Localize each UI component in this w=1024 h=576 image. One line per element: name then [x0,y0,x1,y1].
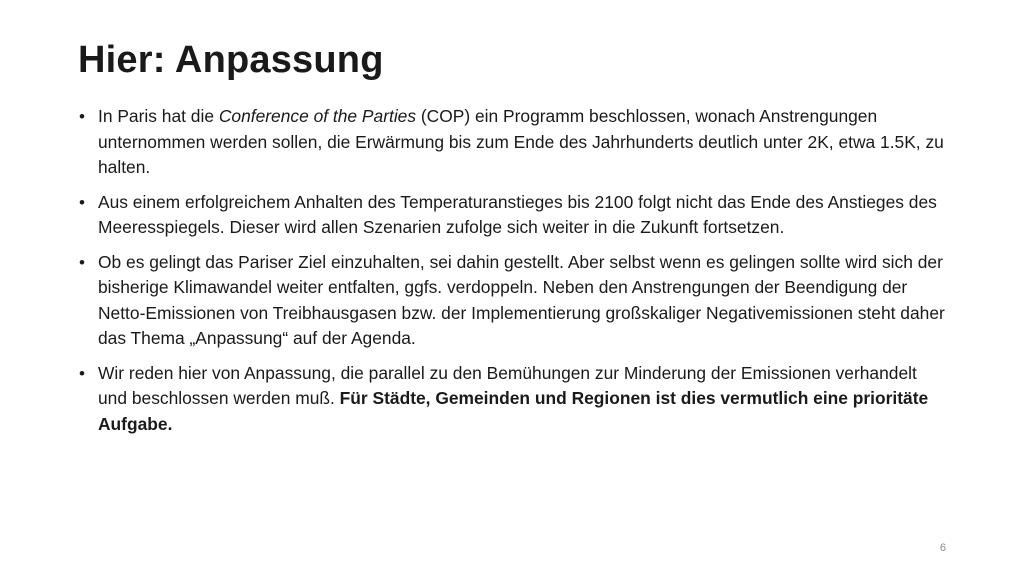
bullet-italic-text: Conference of the Parties [218,106,417,126]
bullet-text: (COP) ein Programm beschlossen, wonach Anstrengungen unternommen werden sollen, die Erwärmung bis zum Ende des Jahrhunderts deutlich unter 2K, etwa 1.5K, zu halten. [98,106,944,177]
bullet-dot-icon: • [79,192,85,212]
bullet-text: In Paris hat die [98,106,219,126]
bullet-item-paris-goal [78,250,948,352]
slide-title: Hier: Anpassung [78,39,384,81]
bullet-dot-icon: • [79,252,85,272]
bullet-item-cop [78,104,948,181]
bullet-text: Wir reden hier von Anpassung, die parallel zu den Bemühungen zur Minderung der Emissionen verhandelt und beschlossen werden muß. [98,362,917,408]
bullet-item-adaptation [78,361,948,438]
bullet-text: Aus einem erfolgreichem Anhalten des Temperaturanstieges bis 2100 folgt nicht das Ende des Anstieges des Meeresspiegels. Dieser wird allen Szenarien zufolge sich weiter in die Zukunft fortsetzen. [98,191,937,237]
bullet-dot-icon: • [79,363,85,383]
bullet-dot-icon: • [79,107,85,126]
bullet-bold-text: Für Städte, Gemeinden und Regionen ist dies vermutlich eine prioritäte Aufgabe. [98,388,929,434]
page-number: 6 [939,542,946,554]
bullet-list [78,104,948,446]
bullet-text: Ob es gelingt das Pariser Ziel einzuhalten, sei dahin gestellt. Aber selbst wenn es gelingen sollte wird sich der bisherige Klimawandel weiter entfalten, ggfs. verdoppeln. Neben den Anstrengungen der Beendigung der Netto-Emissionen von Treibhausgasen bzw. der Implementierung großskaliger Negativemissionen steht daher das Thema „Anpassung“ auf der Agenda. [98,251,945,348]
bullet-item-sea-level [78,190,948,241]
